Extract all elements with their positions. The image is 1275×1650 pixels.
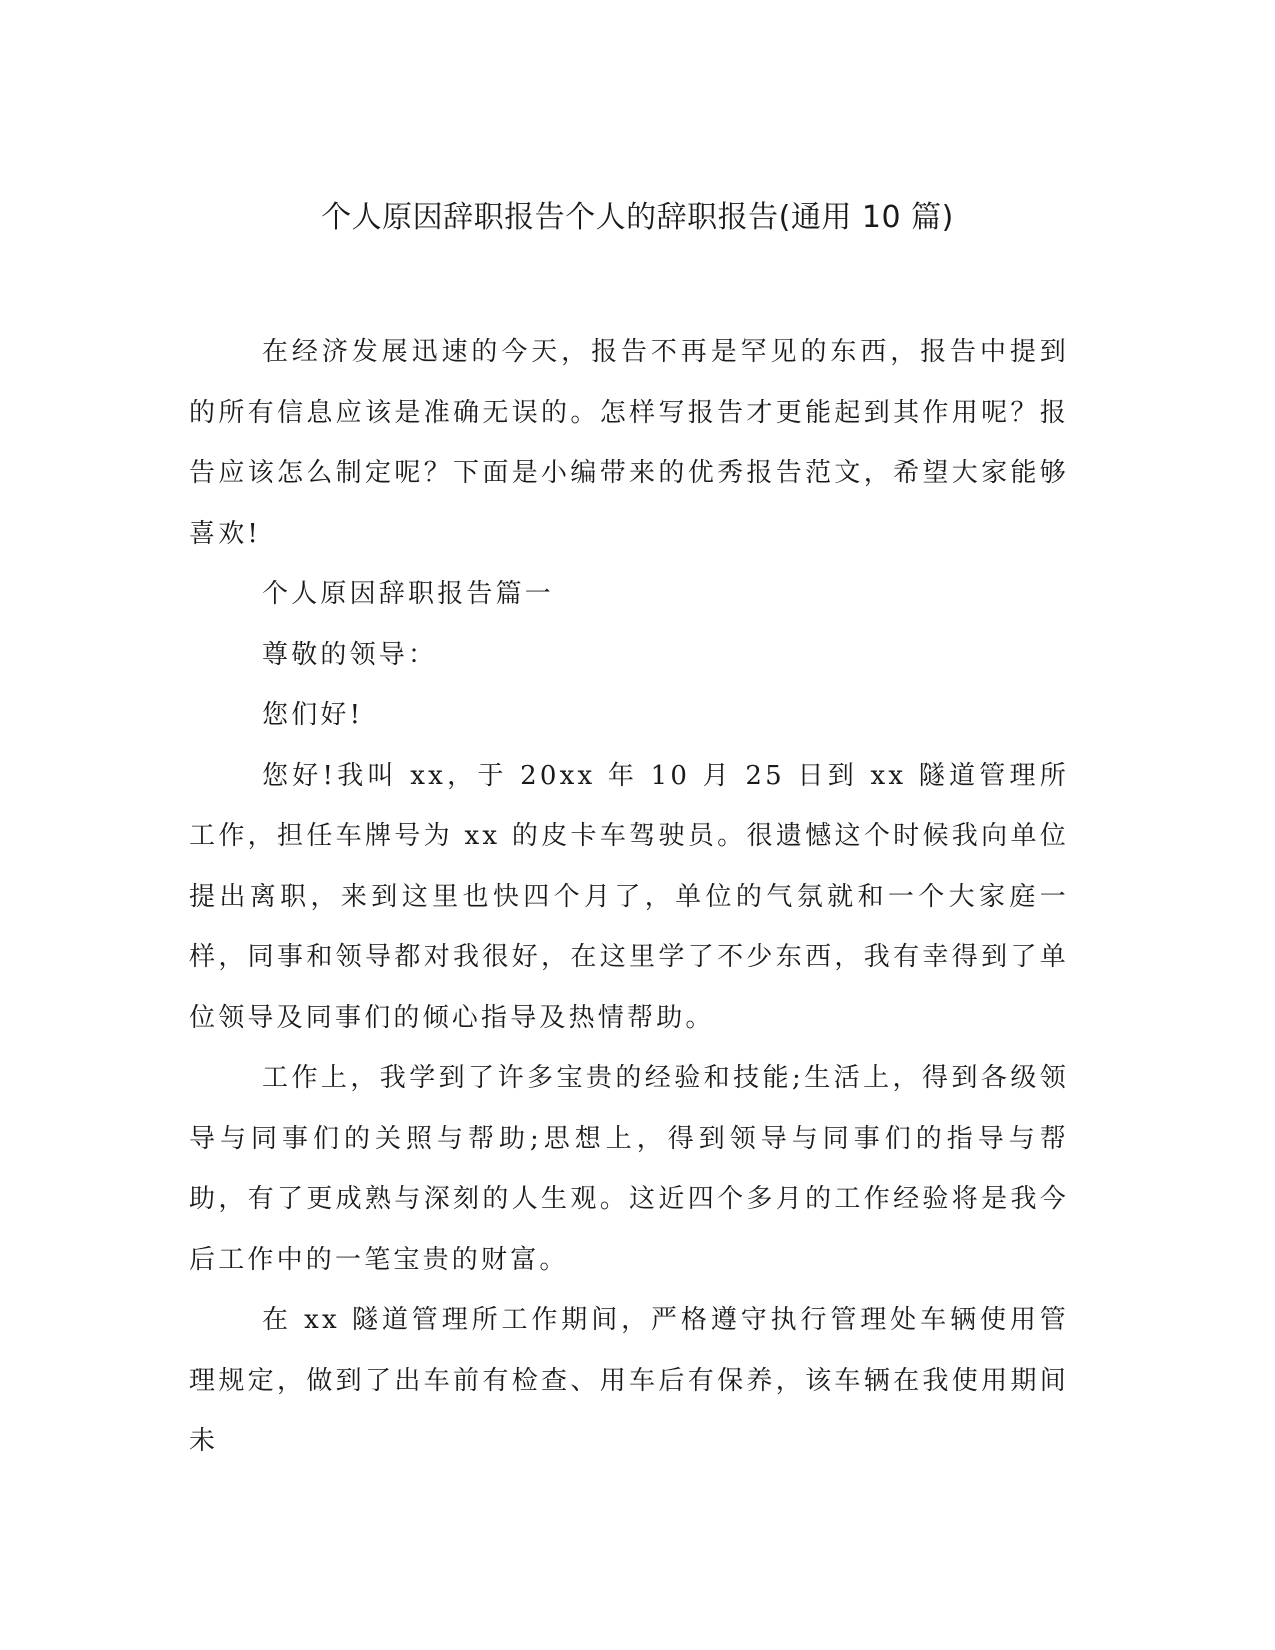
intro-paragraph: 在经济发展迅速的今天，报告不再是罕见的东西，报告中提到的所有信息应该是准确无误的。怎样写报告才更能起到其作用呢？报告应该怎么制定呢？下面是小编带来的优秀报告范文，希望大家能够喜欢! [189,337,1069,549]
greeting: 您们好! [262,700,364,730]
salutation: 尊敬的领导： [262,639,438,670]
body-paragraph: 工作上，我学到了许多宝贵的经验和技能;生活上，得到各级领导与同事们的关照与帮助;思想上，得到领导与同事们的指导与帮助，有了更成熟与深刻的人生观。这近四个多月的工作经验将是我今后工作中的一笔宝贵的财富。 [189,1063,1069,1275]
section-heading: 个人原因辞职报告篇一 [262,579,555,609]
document-body [189,322,1069,1472]
body-paragraph: 您好!我叫 xx，于 20xx 年 10 月 25 日到 xx 隧道管理所工作，担任车牌号为 xx 的皮卡车驾驶员。很遗憾这个时候我向单位提出离职，来到这里也快四个月了，单位的气氛就和一个大家庭一样，同事和领导都对我很好，在这里学了不少东西，我有幸得到了单位领导及同事们的倾心指导及热情帮助。 [189,760,1069,1033]
body-paragraph: 在 xx 隧道管理所工作期间，严格遵守执行管理处车辆使用管理规定，做到了出车前有检查、用车后有保养，该车辆在我使用期间未 [189,1305,1069,1456]
document-title: 个人原因辞职报告个人的辞职报告(通用 10 篇) [321,200,954,235]
